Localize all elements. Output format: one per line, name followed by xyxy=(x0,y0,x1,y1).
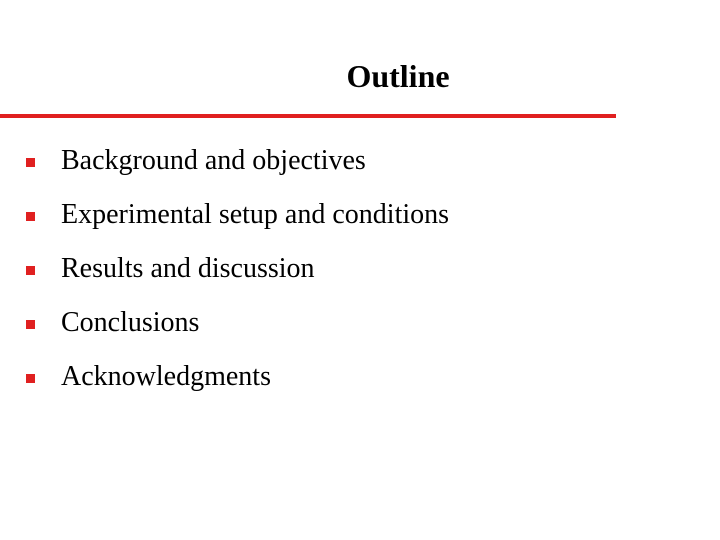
title-underline xyxy=(0,114,616,118)
list-item-text: Experimental setup and conditions xyxy=(61,199,450,230)
outline-list xyxy=(26,134,449,404)
list-item xyxy=(26,296,449,350)
square-bullet-icon xyxy=(26,266,35,275)
list-item xyxy=(26,188,449,242)
slide-title xyxy=(0,56,720,96)
square-bullet-icon xyxy=(26,320,35,329)
list-item xyxy=(26,134,449,188)
square-bullet-icon xyxy=(26,212,35,221)
square-bullet-icon xyxy=(26,158,35,167)
square-bullet-icon xyxy=(26,374,35,383)
list-item xyxy=(26,350,449,404)
list-item xyxy=(26,242,449,296)
list-item-text: Acknowledgments xyxy=(61,361,271,392)
list-item-text: Conclusions xyxy=(61,307,200,338)
slide-title-text: Outline xyxy=(346,58,450,94)
list-item-text: Results and discussion xyxy=(61,253,315,284)
list-item-text: Background and objectives xyxy=(61,145,366,176)
